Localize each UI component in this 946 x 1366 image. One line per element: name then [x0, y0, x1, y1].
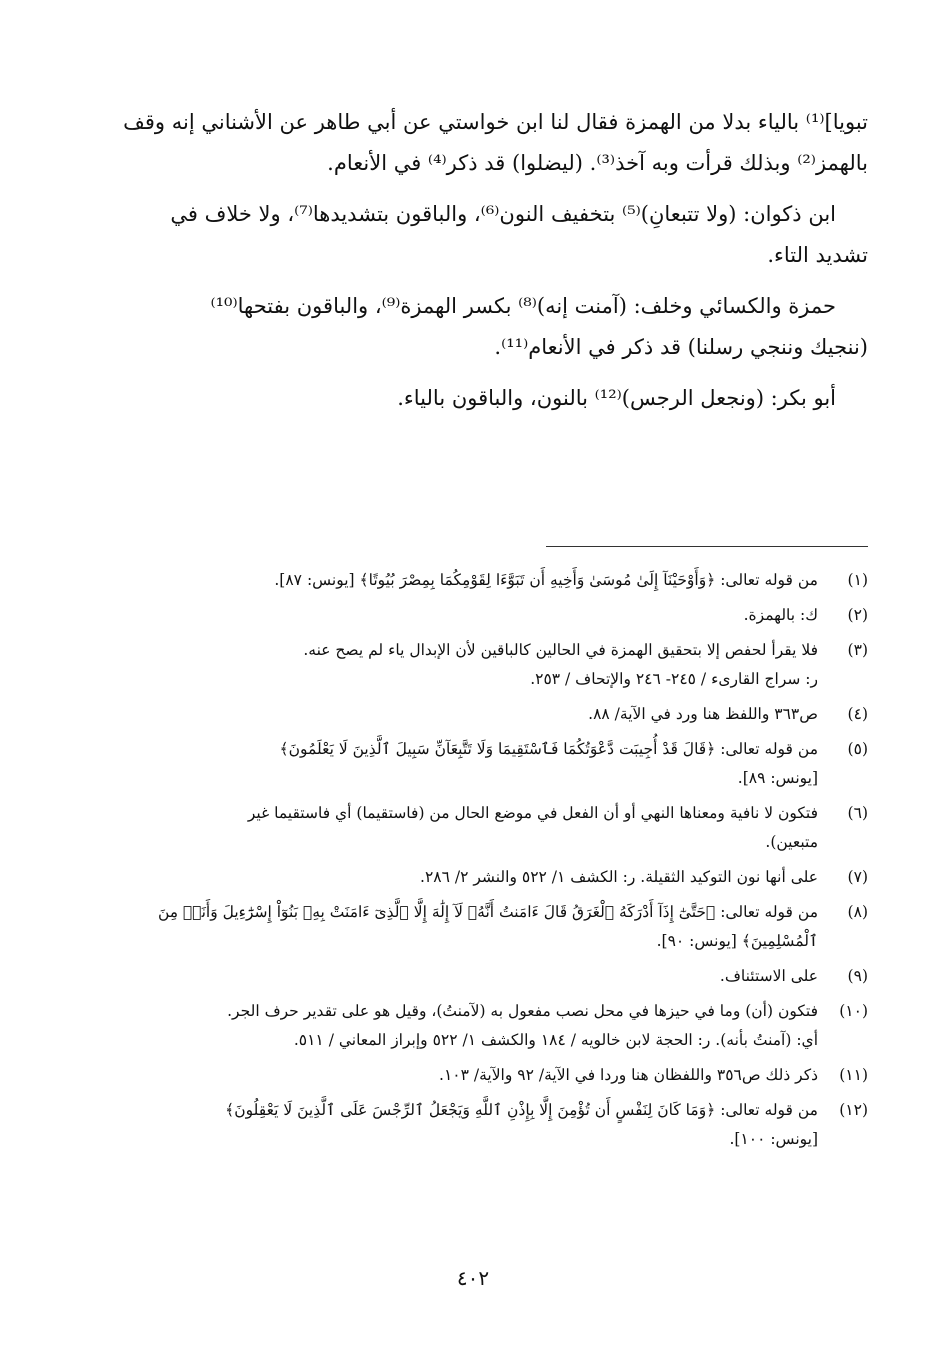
footnote-text: من قوله تعالى: ﴿قَالَ قَدْ أُجِيبَت دَّعْوَتُكُمَا فَٱسْتَقِيمَا وَلَا تَتَّبِعَآنِّ سَبِيلَ ٱلَّذِينَ لَا يَعْلَمُونَ﴾: [279, 740, 818, 758]
footnote-number: (٩): [847, 967, 868, 985]
paragraph-line: (ننجيك وننجي رسلنا) قد ذكر في الأنعام⁽¹¹⁾.: [494, 335, 868, 359]
footnote-text: من قوله تعالى: ﴿حَتَّىٰٓ إِذَآ أَدْرَكَهُ ٱلْغَرَقُ قَالَ ءَامَنتُ أَنَّهُۥ لَآ إِلَٰهَ إِلَّا ٱلَّذِىٓ ءَامَنَتْ بِهِۦ بَنُوٓاْ إِسْرَٰٓءِيلَ وَأَنَا۠ مِنَ: [157, 903, 818, 921]
footnote-7: [108, 863, 868, 892]
footnote-9: [108, 962, 868, 991]
footnote-divider: [546, 546, 868, 547]
page-number: ٤٠٢: [456, 1266, 490, 1290]
footnote-text: ذكر ذلك ص٣٥٦ واللفظان هنا وردا في الآية/ ٩٢ والآية/ ١٠٣.: [439, 1066, 818, 1084]
paragraph-1: [108, 102, 868, 184]
footnote-3: [108, 636, 868, 694]
footnote-text: [يونس: ١٠٠].: [729, 1130, 818, 1148]
footnote-number: (٥): [847, 740, 868, 758]
paragraph-line: بالهمز⁽²⁾ وبذلك قرأت وبه آخذ⁽³⁾. (ليضلوا) قد ذكر⁽⁴⁾ في الأنعام.: [327, 151, 868, 175]
footnote-5: [108, 735, 868, 793]
footnote-text: [يونس: ٨٩].: [737, 769, 818, 787]
footnote-text: من قوله تعالى: ﴿وَأَوْحَيْنَآ إِلَىٰ مُوسَىٰ وَأَخِيهِ أَن تَبَوَّءَا لِقَوْمِكُمَا بِمِصْرَ بُيُوتًا﴾ [يونس: ٨٧].: [274, 571, 818, 589]
footnote-text: ك: بالهمزة.: [743, 606, 818, 624]
paragraph-2: [108, 194, 868, 276]
paragraph-line: ابن ذكوان: (ولا تتبعانِ)⁽⁵⁾ بتخفيف النون⁽⁶⁾، والباقون بتشديدها⁽⁷⁾، ولا خلاف في: [170, 202, 836, 226]
footnote-number: (١٢): [839, 1101, 868, 1119]
footnote-text: ٱلْمُسْلِمِينَ﴾ [يونس: ٩٠].: [656, 932, 818, 950]
footnote-number: (١٠): [839, 1002, 868, 1020]
footnote-number: (٨): [847, 903, 868, 921]
footnote-text: على أنها نون التوكيد الثقيلة. ر: الكشف ١/ ٥٢٢ والنشر ٢/ ٢٨٦.: [420, 868, 818, 886]
footnote-2: [108, 601, 868, 630]
footnote-text: فلا يقرأ لحفص إلا بتحقيق الهمزة في الحالين كالباقين لأن الإبدال ياء لم يصح عنه.: [303, 641, 818, 659]
footnote-number: (٦): [847, 804, 868, 822]
paragraph-line: تبويا]⁽¹⁾ بالياء بدلا من الهمزة فقال لنا ابن خواستي عن أبي طاهر عن الأشناني إنه وقف: [123, 110, 868, 134]
paragraph-line: أبو بكر: (ونجعل الرجس)⁽¹²⁾ بالنون، والباقون بالياء.: [397, 386, 836, 410]
footnote-8: [108, 898, 868, 956]
footnote-1: [108, 566, 868, 595]
main-text: [108, 102, 868, 429]
footnote-text: ص٣٦٣ واللفظ هنا ورد في الآية/ ٨٨.: [588, 705, 818, 723]
footnotes: [108, 566, 868, 1160]
footnote-text: على الاستئناف.: [719, 967, 818, 985]
paragraph-4: [108, 378, 868, 419]
footnote-text: متبعين).: [765, 833, 818, 851]
footnote-6: [108, 799, 868, 857]
footnote-text: فتكون (أن) وما في حيزها في محل نصب مفعول به (لآمنتُ)، وقيل هو على تقدير حرف الجر.: [227, 1002, 818, 1020]
footnote-number: (٧): [847, 868, 868, 886]
footnote-number: (٣): [847, 641, 868, 659]
footnote-number: (٢): [847, 606, 868, 624]
footnote-number: (١): [847, 571, 868, 589]
paragraph-line: تشديد التاء.: [767, 243, 868, 267]
footnote-text: أي: (آمنتُ بأنه). ر: الحجة لابن خالويه / ١٨٤ والكشف ١/ ٥٢٢ وإبراز المعاني / ٥١١.: [293, 1031, 818, 1049]
paragraph-line: حمزة والكسائي وخلف: (آمنت إنه)⁽⁸⁾ بكسر الهمزة⁽⁹⁾، والباقون بفتحها⁽¹⁰⁾: [210, 294, 836, 318]
footnote-text: من قوله تعالى: ﴿وَمَا كَانَ لِنَفْسٍ أَن تُؤْمِنَ إِلَّا بِإِذْنِ ٱللَّهِ وَيَجْعَلُ ٱلرِّجْسَ عَلَى ٱلَّذِينَ لَا يَعْقِلُونَ﴾: [225, 1101, 818, 1119]
footnote-text: ر: سراج القارىء / ٢٤٥- ٢٤٦ والإتحاف / ٢٥٣.: [530, 670, 818, 688]
paragraph-3: [108, 286, 868, 368]
footnote-11: [108, 1061, 868, 1090]
footnote-number: (٤): [847, 705, 868, 723]
footnote-text: فتكون لا نافية ومعناها النهي أو أن الفعل في موضع الحال من (فاستقيما) أي فاستقيما غير: [247, 804, 818, 822]
footnote-number: (١١): [839, 1066, 868, 1084]
footnote-12: [108, 1096, 868, 1154]
footnote-10: [108, 997, 868, 1055]
footnote-4: [108, 700, 868, 729]
